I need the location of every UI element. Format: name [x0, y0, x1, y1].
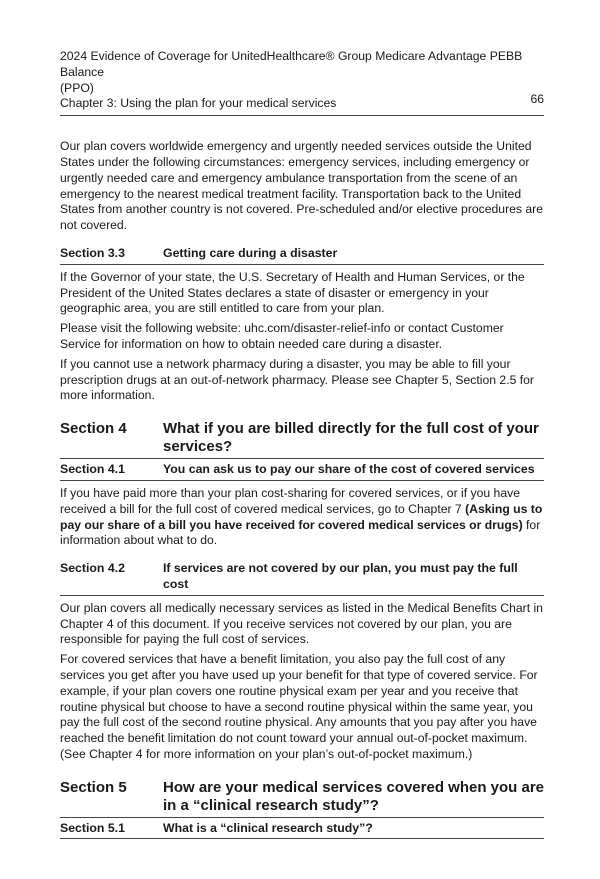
text: for information about what to do.	[60, 517, 541, 548]
running-header	[60, 49, 544, 116]
paragraph: Our plan covers all medically necessary services as listed in the Medical Benefits Chart in Chapter 4 of this document. If you receive services not covered by our plan, you are responsible for paying the full cost of services.	[60, 600, 543, 647]
section-4-2-heading	[60, 561, 544, 596]
section-4-heading	[60, 420, 544, 459]
chapter-reference: (Asking us to pay our share of a bill you have received for covered medical services or drugs)	[60, 501, 543, 532]
section-number: Section 4	[60, 420, 127, 438]
document-title-cont: (PPO)	[60, 80, 94, 95]
section-number: Section 4.1	[60, 462, 125, 477]
section-5-1-heading	[60, 819, 544, 840]
section-title: You can ask us to pay our share of the cost of covered services	[163, 462, 535, 477]
document-title: 2024 Evidence of Coverage for UnitedHealthcare® Group Medicare Advantage PEBB Balance	[60, 49, 523, 79]
section-title: If services are not covered by our plan, you must pay the full cost	[163, 561, 518, 591]
paragraph: If you cannot use a network pharmacy during a disaster, you may be able to fill your prescription drugs at an out-of-network pharmacy. Please see Chapter 5, Section 2.5 for more information.	[60, 356, 534, 403]
chapter-title: Chapter 3: Using the plan for your medical services	[60, 96, 337, 111]
section-3-3-heading	[60, 246, 544, 265]
section-title: Getting care during a disaster	[163, 245, 338, 260]
section-number: Section 3.3	[60, 245, 125, 260]
paragraph: Please visit the following website: uhc.com/disaster-relief-info or contact Customer Service for information on how to obtain needed care during a disaster.	[60, 321, 504, 351]
section-number: Section 4.2	[60, 561, 125, 576]
paragraph	[60, 486, 544, 549]
section-number: Section 5	[60, 778, 127, 796]
page-number: 66	[530, 92, 544, 107]
section-title: How are your medical services covered when you are in a “clinical research study”?	[163, 778, 545, 814]
section-title: What is a “clinical research study”?	[163, 820, 373, 835]
chapter-row	[60, 92, 544, 112]
section-5-heading	[60, 779, 544, 818]
section-4-1-heading	[60, 460, 544, 481]
section-number: Section 5.1	[60, 820, 125, 835]
section-title: What if you are billed directly for the full cost of your services?	[163, 420, 539, 456]
text: If you have paid more than your plan cost-sharing for covered services, or if you have received a bill for the full cost of covered medical services, go to Chapter 7	[60, 485, 520, 516]
paragraph: For covered services that have a benefit limitation, you also pay the full cost of any services you get after you have used up your benefit for that type of covered service. For example, if your plan covers one routine physical exam per year and you receive that routine physical but choose to have a second routine physical within the same year, you pay the full cost of the second routine physical. Any amounts that you pay after you have reached the benefit limitation do not count toward your annual out-of-pocket maximum. (See Chapter 4 for more information on your plan’s out-of-pocket maximum.)	[60, 652, 538, 761]
paragraph: If the Governor of your state, the U.S. Secretary of Health and Human Services, or the President of the United States declares a state of disaster or emergency in your geographic area, you are still entitled to care from your plan.	[60, 269, 525, 316]
intro-paragraph: Our plan covers worldwide emergency and urgently needed services outside the United States under the following circumstances: emergency services, including emergency or urgently needed care and emergency ambulance transportation from the scene of an emergency to the nearest medical treatment facility. Transportation back to the United States from another country is not covered. Pre-scheduled and/or elective procedures are not covered.	[60, 139, 544, 233]
